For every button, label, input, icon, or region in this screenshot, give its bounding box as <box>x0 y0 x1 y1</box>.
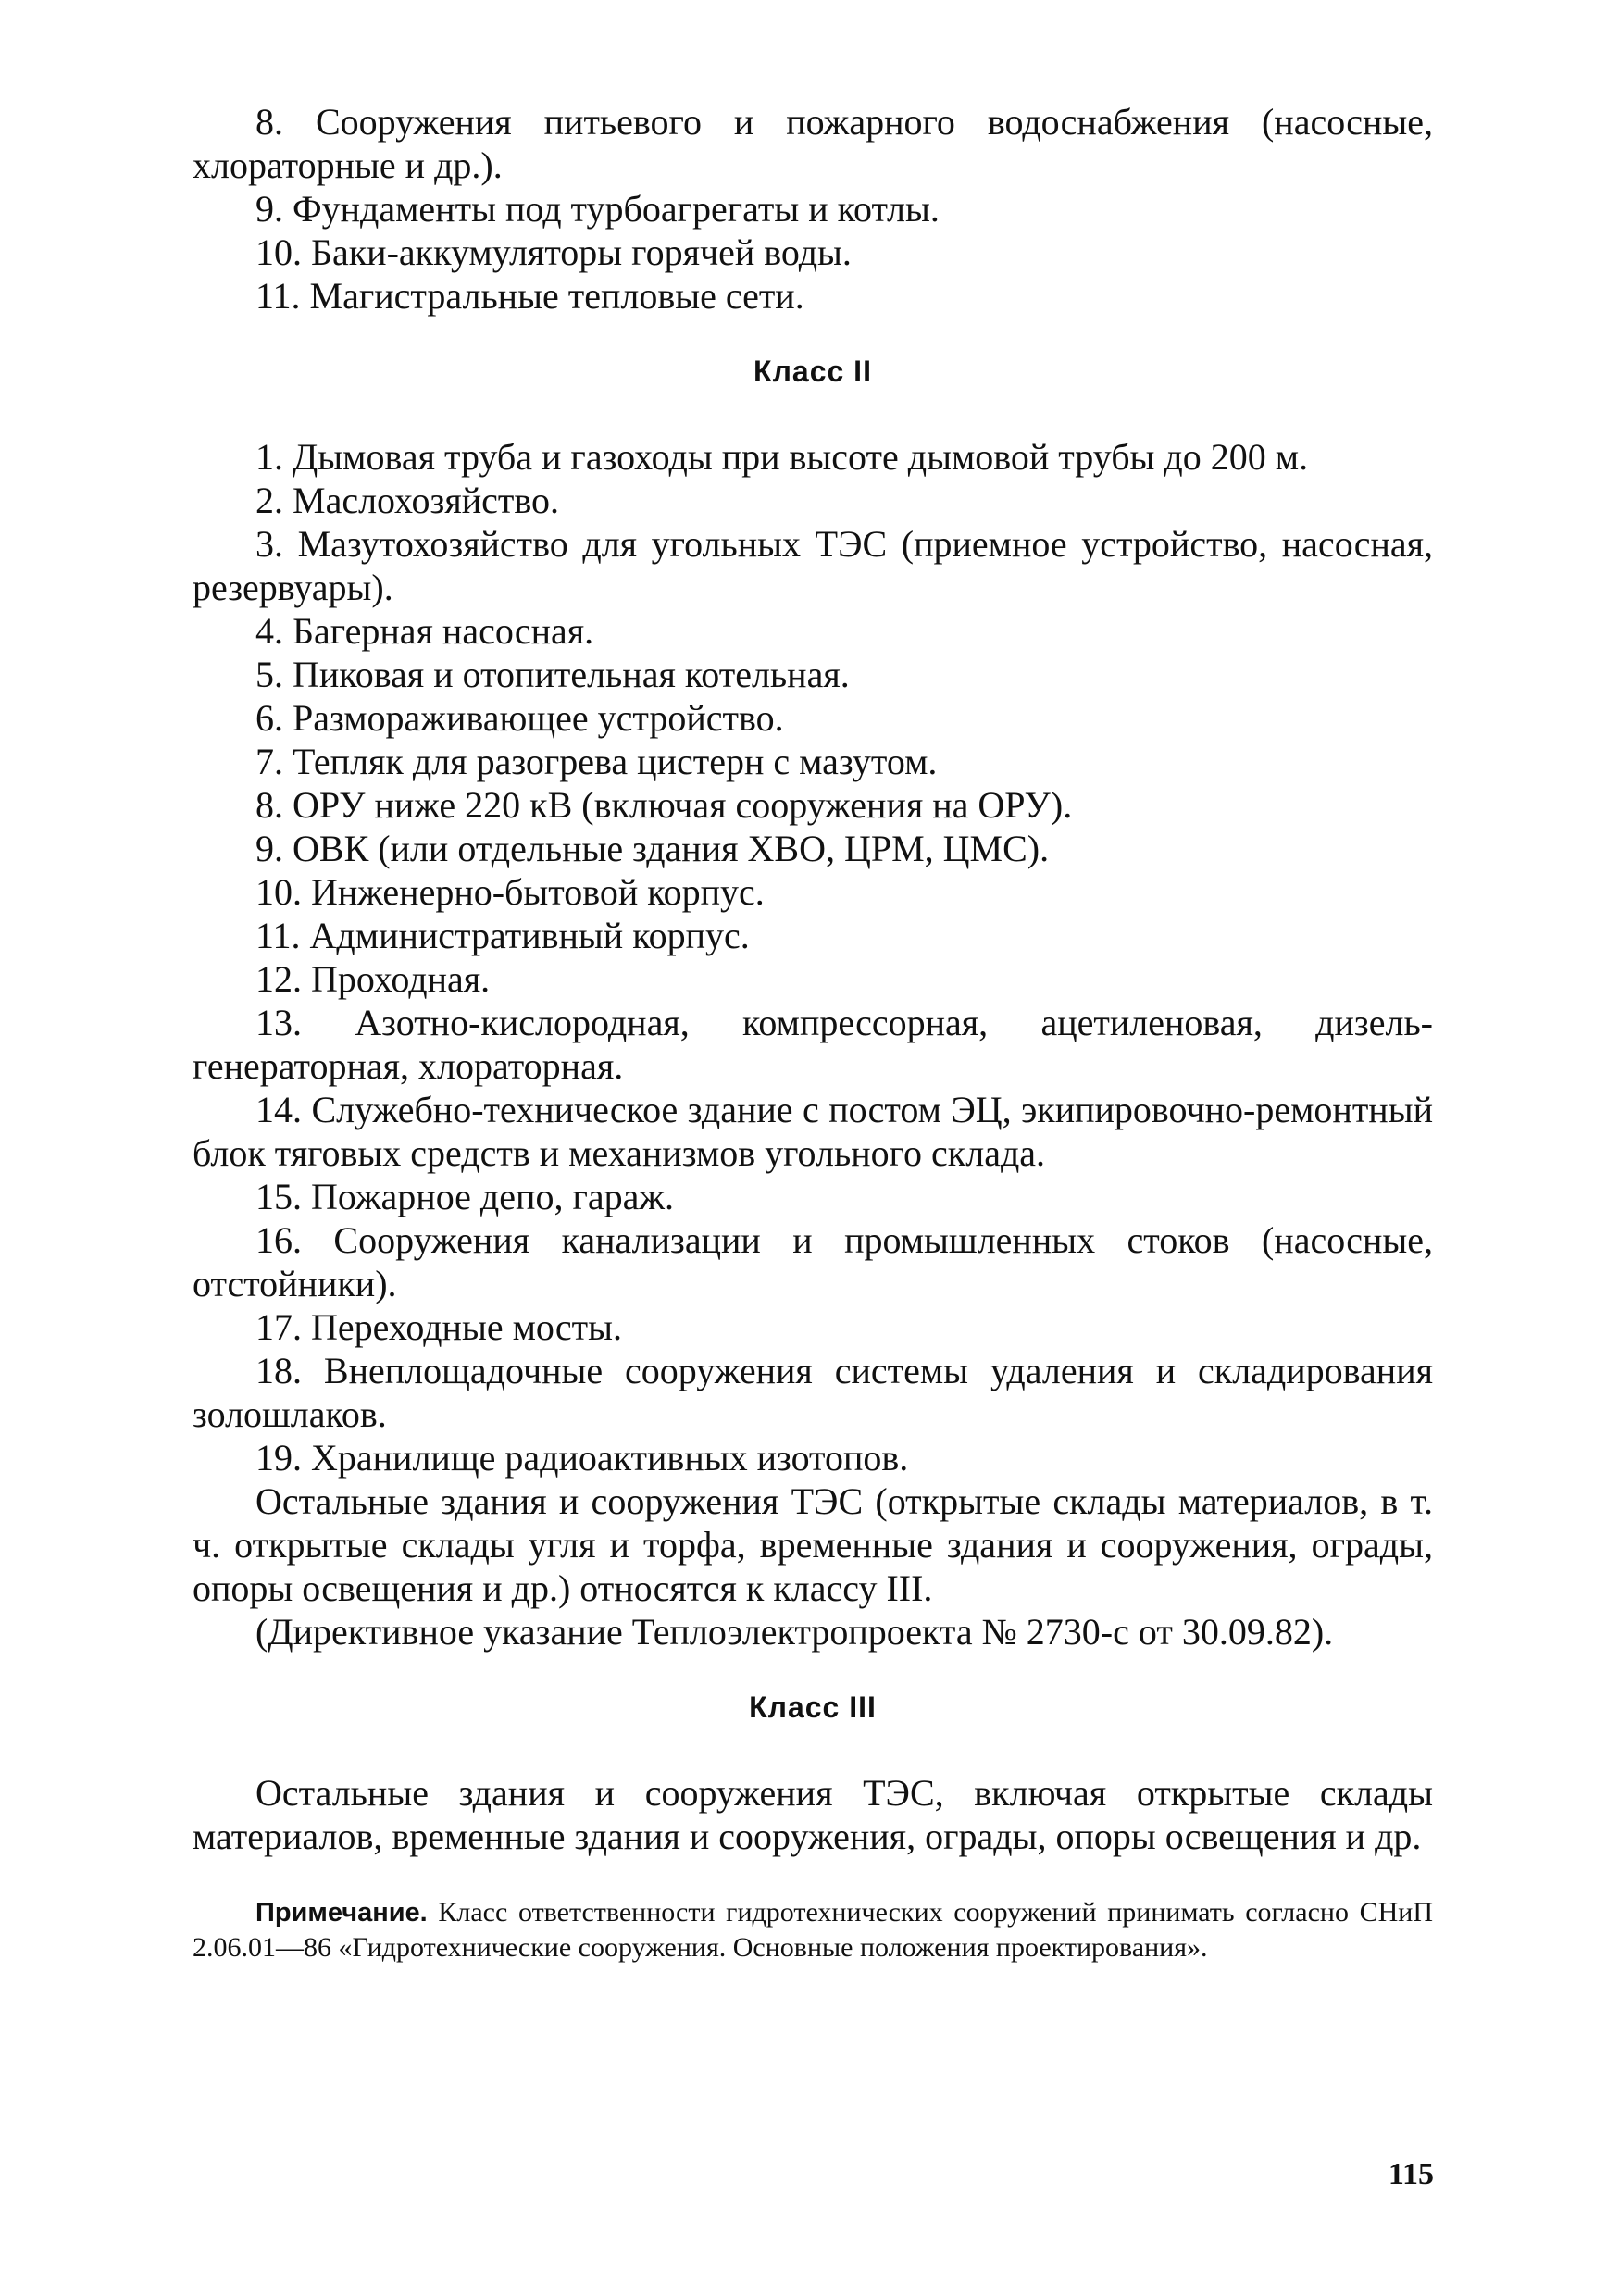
class-2-paragraph: Остальные здания и сооружения ТЭС (открытые склады материалов, в т. ч. открытые склады угля и торфа, временные здания и сооружения, ограды, опоры освещения и др.) относятся к классу III. <box>193 1480 1433 1609</box>
list-item: 9. ОВК (или отдельные здания ХВО, ЦРМ, ЦМС). <box>255 828 1050 869</box>
top-items <box>193 100 1433 318</box>
list-item: 15. Пожарное депо, гараж. <box>255 1176 674 1217</box>
list-item: 10. Баки-аккумуляторы горячей воды. <box>255 231 852 273</box>
list-item: 1. Дымовая труба и газоходы при высоте дымовой трубы до 200 м. <box>255 436 1309 478</box>
list-item: 16. Сооружения канализации и промышленных стоков (насосные, отстойники). <box>193 1219 1433 1304</box>
list-item: 14. Служебно-техническое здание с постом ЭЦ, экипировочно-ремонтный блок тяговых средств и механизмов угольного склада. <box>193 1089 1433 1174</box>
list-item: 19. Хранилище радиоактивных изотопов. <box>255 1437 909 1479</box>
list-item: 6. Размораживающее устройство. <box>255 697 784 739</box>
page-number: 115 <box>1388 2157 1434 2191</box>
class-2-heading: Класс II <box>753 355 872 388</box>
class-3-paragraph: Остальные здания и сооружения ТЭС, включая открытые склады материалов, временные здания и сооружения, ограды, опоры освещения и др. <box>193 1772 1433 1857</box>
list-item: 4. Багерная насосная. <box>255 610 594 652</box>
list-item: 11. Магистральные тепловые сети. <box>255 275 804 317</box>
note-label: Примечание. <box>255 1898 428 1928</box>
list-item: 3. Мазутохозяйство для угольных ТЭС (приемное устройство, насосная, резервуары). <box>193 523 1433 608</box>
list-item: 5. Пиковая и отопительная котельная. <box>255 654 850 695</box>
class-3-heading: Класс III <box>749 1691 877 1724</box>
list-item: 2. Маслохозяйство. <box>255 480 559 521</box>
class-2-items <box>193 435 1433 1653</box>
note-text: Класс ответственности гидротехнических сооружений принимать согласно СНиП 2.06.01—86 «Гидротехнические сооружения. Основные положения проектирования». <box>193 1897 1433 1963</box>
list-item: 11. Административный корпус. <box>255 915 750 956</box>
note <box>193 1895 1433 1965</box>
list-item: 9. Фундаменты под турбоагрегаты и котлы. <box>255 188 940 230</box>
list-item: 13. Азотно-кислородная, компрессорная, ацетиленовая, дизель-генераторная, хлораторная. <box>193 1002 1433 1087</box>
list-item: 8. ОРУ ниже 220 кВ (включая сооружения на ОРУ). <box>255 784 1073 826</box>
list-item: 12. Проходная. <box>255 958 491 1000</box>
list-item: 7. Тепляк для разогрева цистерн с мазутом. <box>255 741 938 782</box>
list-item: 18. Внеплощадочные сооружения системы удаления и складирования золошлаков. <box>193 1350 1433 1435</box>
directive-reference: (Директивное указание Теплоэлектропроекта № 2730-с от 30.09.82). <box>255 1611 1334 1653</box>
document-page <box>193 100 1433 1965</box>
list-item: 17. Переходные мосты. <box>255 1306 622 1348</box>
list-item: 10. Инженерно-бытовой корпус. <box>255 871 765 913</box>
list-item: 8. Сооружения питьевого и пожарного водоснабжения (насосные, хлораторные и др.). <box>193 101 1433 186</box>
